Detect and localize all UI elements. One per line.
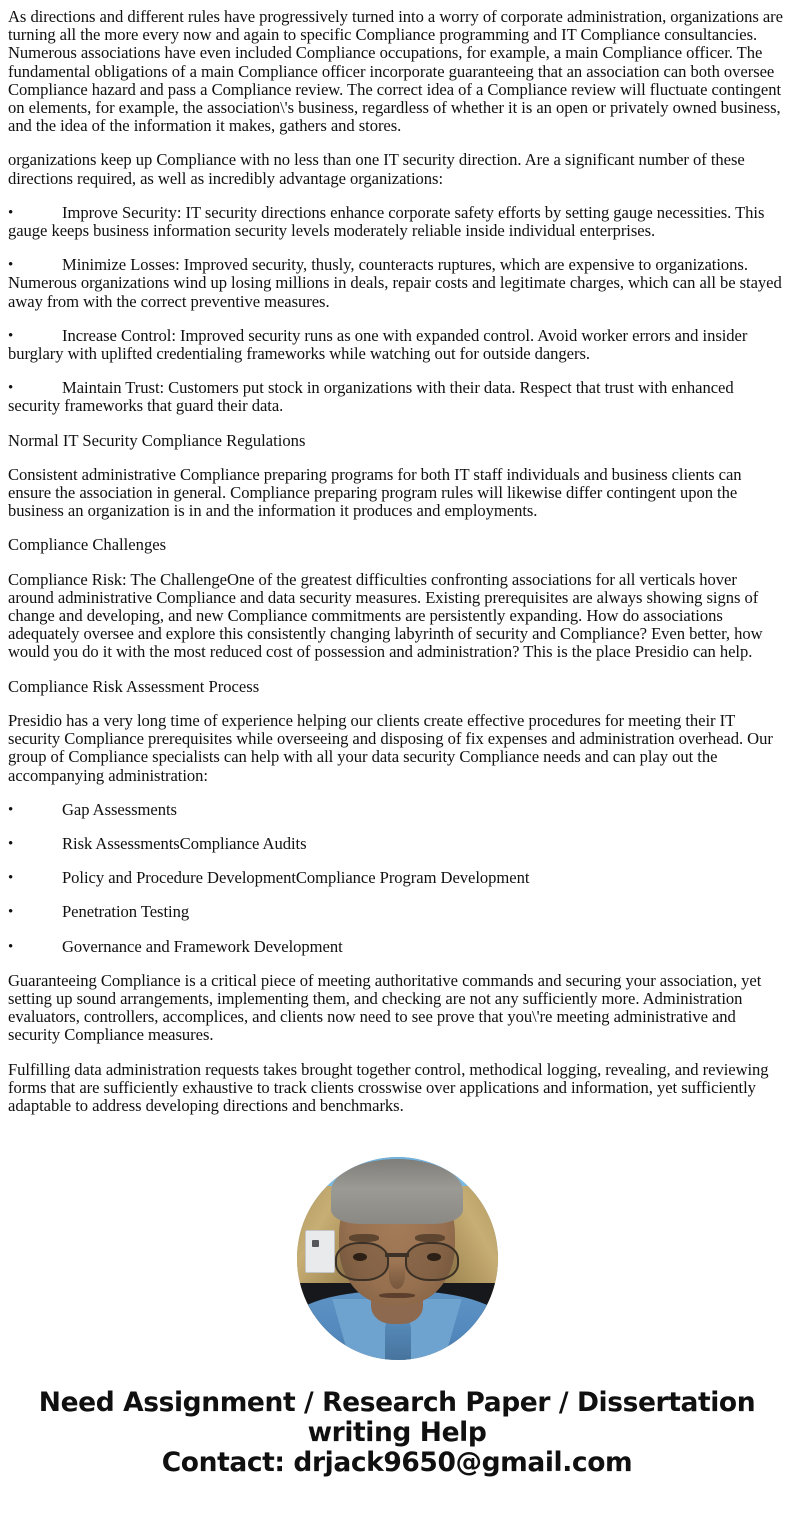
- presidio-experience-paragraph: Presidio has a very long time of experience helping our clients create effective procedures for meeting their IT security Compliance prerequisites while overseeing and disposing of fix expenses and administration overhead. Our group of Compliance specialists can help with all your data security Compliance needs and can play out the accompanying administration:: [8, 710, 773, 785]
- bullet-marker-icon: •: [8, 257, 14, 274]
- compliance-risk-paragraph: Compliance Risk: The ChallengeOne of the greatest difficulties confronting associations for all verticals hover around administrative Compliance and data security measures. Existing prerequisites are always showing signs of change and developing, and new Compliance commitments are persistently expanding. How do associations adequately oversee and explore this consistently changing labyrinth of security and Compliance? Even better, how would you do it with the most reduced cost of possession and administration? This is the place Presidio can help.: [8, 569, 763, 662]
- bullet-marker-icon: •: [8, 801, 14, 818]
- training-programs-paragraph: Consistent administrative Compliance preparing programs for both IT staff individuals and business clients can ensure the association in general. Compliance preparing program rules will likewise differ contingent upon the business an organization is in and the information it produces and employments.: [8, 464, 742, 521]
- bullet-governance-framework-development: [8, 938, 786, 956]
- author-portrait: [297, 1157, 498, 1360]
- guaranteeing-compliance-paragraph: Guaranteeing Compliance is a critical piece of meeting authoritative commands and securing your association, yet setting up sound arrangements, implementing them, and checking are not any sufficiently more. Administration evaluators, controllers, accomplices, and clients now need to see prove that you\'re meeting administrative and security Compliance measures.: [8, 970, 762, 1045]
- heading-normal-it-security-compliance-regulations: Normal IT Security Compliance Regulations: [8, 430, 306, 450]
- list-item-label: Minimize Losses: Improved security, thusly, counteracts ruptures, which are expensive to organizations. Numerous organizations wind up losing millions in deals, repair costs and legitimate charges, which can all be stayed away from with the correct preventive measures.: [8, 255, 782, 311]
- bullet-gap-assessments: [8, 801, 786, 819]
- list-item-label: Increase Control: Improved security runs as one with expanded control. Avoid worker errors and insider burglary with uplifted credentialing frameworks while watching out for outside dangers.: [8, 325, 748, 364]
- author-portrait-block: [8, 1157, 786, 1360]
- footer-headline-line-2: writing Help: [307, 1417, 487, 1449]
- portrait-glasses-lens-left: [335, 1242, 389, 1281]
- bullet-marker-icon: •: [8, 870, 14, 887]
- portrait-hair: [331, 1159, 464, 1224]
- fulfilling-data-administration-paragraph: Fulfilling data administration requests takes brought together control, methodical logging, revealing, and reviewing forms that are sufficiently exhaustive to track clients crosswise over applications and information, yet sufficiently adaptable to address developing directions and benchmarks.: [8, 1059, 769, 1115]
- list-item-label: Penetration Testing: [62, 902, 190, 922]
- footer-contact-email-line: Contact: drjack9650@gmail.com: [161, 1447, 633, 1479]
- document-body: [8, 8, 786, 1115]
- bullet-improve-security: [8, 204, 786, 240]
- list-item-label: Risk AssessmentsCompliance Audits: [62, 833, 307, 853]
- bullet-minimize-losses: [8, 256, 786, 311]
- bullet-marker-icon: •: [8, 938, 14, 955]
- bullet-maintain-trust: [8, 379, 786, 415]
- portrait-wall-switch: [305, 1230, 335, 1273]
- bullet-increase-control: [8, 327, 786, 363]
- contact-footer: [8, 1388, 786, 1502]
- portrait-eyebrow-right: [415, 1234, 445, 1242]
- heading-compliance-challenges: Compliance Challenges: [8, 535, 167, 555]
- bullet-marker-icon: •: [8, 835, 14, 852]
- heading-compliance-risk-assessment-process: Compliance Risk Assessment Process: [8, 676, 260, 696]
- list-item-label: Policy and Procedure DevelopmentCompliance Program Development: [62, 868, 530, 888]
- portrait-glasses-lens-right: [405, 1242, 459, 1281]
- list-item-label: Maintain Trust: Customers put stock in organizations with their data. Respect that trust with enhanced security frameworks that guard their data.: [8, 378, 734, 416]
- footer-headline-line-1: Need Assignment / Research Paper / Dissertation: [38, 1387, 756, 1419]
- list-item-label: Governance and Framework Development: [62, 936, 343, 956]
- bullet-policy-procedure-development: [8, 869, 786, 887]
- bullet-risk-assessments-compliance-audits: [8, 835, 786, 853]
- bullet-penetration-testing: [8, 903, 786, 921]
- bullet-marker-icon: •: [8, 204, 14, 221]
- portrait-glasses-bridge: [385, 1253, 409, 1258]
- portrait-eyebrow-left: [349, 1234, 379, 1242]
- bullet-marker-icon: •: [8, 904, 14, 921]
- bullet-marker-icon: •: [8, 327, 14, 344]
- list-item-label: Gap Assessments: [62, 799, 177, 819]
- intro-paragraph: As directions and different rules have progressively turned into a worry of corporate administration, organizations are turning all the more every now and again to specific Compliance programming and IT Compliance consultancies. Numerous associations have even included Compliance occupations, for example, a main Compliance officer. The fundamental obligations of a main Compliance officer incorporate guaranteeing that an association can both oversee Compliance hazard and pass a Compliance review. The correct idea of a Compliance review will fluctuate contingent on elements, for example, the association\'s business, regardless of whether it is an open or privately owned business, and the idea of the information it makes, gathers and stores.: [8, 7, 783, 136]
- portrait-nose: [389, 1263, 405, 1289]
- list-item-label: Improve Security: IT security directions enhance corporate safety efforts by setting gauge necessities. This gauge keeps business information security levels moderately reliable inside individual enterprises.: [8, 202, 765, 241]
- bullet-marker-icon: •: [8, 380, 14, 397]
- regulations-lead-in-paragraph: organizations keep up Compliance with no less than one IT security direction. Are a significant number of these directions required, as well as incredibly advantage organizations:: [8, 150, 745, 188]
